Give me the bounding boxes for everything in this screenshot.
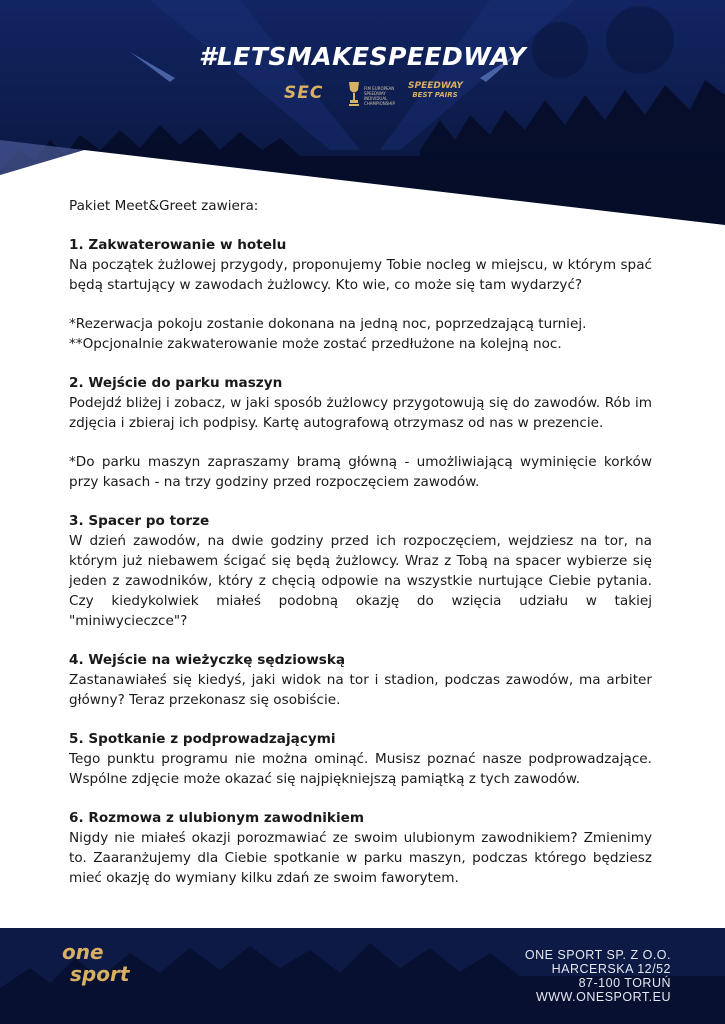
sbp-line2: BEST PAIRS: [412, 91, 458, 99]
speedway-best-pairs-logo: [408, 82, 462, 100]
header-background: [0, 0, 725, 225]
address-line-website[interactable]: WWW.ONESPORT.EU: [535, 990, 671, 1004]
section-2-paragraph-1: Podejdź bliżej i zobacz, w jaki sposób żużlowcy przygotowują się do zawodów. Rób im zdjęcia i zbieraj ich podpisy. Kartę autografową otrzymasz od nas w prezencie.: [69, 395, 652, 431]
onesport-logo-sport: sport: [70, 962, 130, 986]
intro-text: Pakiet Meet&Greet zawiera:: [69, 198, 259, 214]
section-5-paragraph-1: Tego punktu programu nie można ominąć. Musisz poznać nasze podprowadzające. Wspólne zdjęcie może okazać się najpiękniejszą pamiątką z tych zawodów.: [69, 751, 652, 787]
section-title-5: 5. Spotkanie z podprowadzającymi: [69, 731, 336, 747]
header-banner: [0, 0, 725, 225]
section-title-2: 2. Wejście do parku maszyn: [69, 375, 283, 391]
section-title-1: 1. Zakwaterowanie w hotelu: [69, 237, 287, 253]
section-4-paragraph-1: Zastanawiałeś się kiedyś, jaki widok na tor i stadion, podczas zawodów, ma arbiter główny? Teraz przekonasz się osobiście.: [69, 672, 652, 708]
company-address: [525, 948, 671, 1004]
section-title-4: 4. Wejście na wieżyczkę sędziowską: [69, 652, 346, 668]
address-line-street: HARCERSKA 12/52: [551, 962, 671, 976]
section-6-paragraph-1: Nigdy nie miałeś okazji porozmawiać ze swoim ulubionym zawodnikiem? Zmienimy to. Zaaranżujemy dla Ciebie spotkanie w parku maszyn, podczas którego będziesz mieć okazję do wymiany kilku zdań ze swoim faworytem.: [69, 830, 652, 886]
section-title-6: 6. Rozmowa z ulubionym zawodnikiem: [69, 810, 365, 826]
section-1-paragraph-1: Na początek żużlowej przygody, proponujemy Tobie nocleg w miejscu, w którym spać będą startujący w zawodach żużlowcy. Kto wie, co może się tam wydarzyć?: [69, 257, 652, 293]
section-2-note-1: *Do parku maszyn zapraszamy bramą główną - umożliwiającą wyminięcie korków przy kasach - na trzy godziny przed rozpoczęciem zawodów.: [69, 454, 652, 490]
address-line-company: ONE SPORT SP. Z O.O.: [524, 948, 671, 962]
address-line-city: 87-100 TORUŃ: [578, 976, 671, 990]
section-1-note-1: *Rezerwacja pokoju zostanie dokonana na jedną noc, poprzedzającą turniej.: [69, 316, 587, 332]
sbp-line1: SPEEDWAY: [408, 81, 463, 91]
section-3-paragraph-1: W dzień zawodów, na dwie godziny przed ich rozpoczęciem, wejdziesz na tor, na którym już niebawem ścigać się będą żużlowcy. Wraz z Tobą na spacer wybierze się jeden z zawodników, który z chęcią odpowie na wszystkie nurtujące Ciebie pytania. Czy kiedykolwiek miałeś podobną okazję do wzięcia udziału w takiej "miniwycieczce"?: [69, 533, 652, 629]
document-body: [69, 196, 652, 888]
section-title-3: 3. Spacer po torze: [69, 513, 210, 529]
onesport-logo-one: one: [62, 940, 104, 964]
sec-logo: SEC: [284, 83, 324, 103]
hashtag-title: #LETSMAKESPEEDWAY: [198, 42, 527, 71]
trophy-logo-text: FIM EUROPEAN SPEEDWAY INDIVIDUAL CHAMPIONSHIP: [364, 86, 395, 106]
trophy-icon: [346, 80, 362, 108]
section-1-note-2: **Opcjonalnie zakwaterowanie może zostać przedłużone na kolejną noc.: [69, 336, 562, 352]
